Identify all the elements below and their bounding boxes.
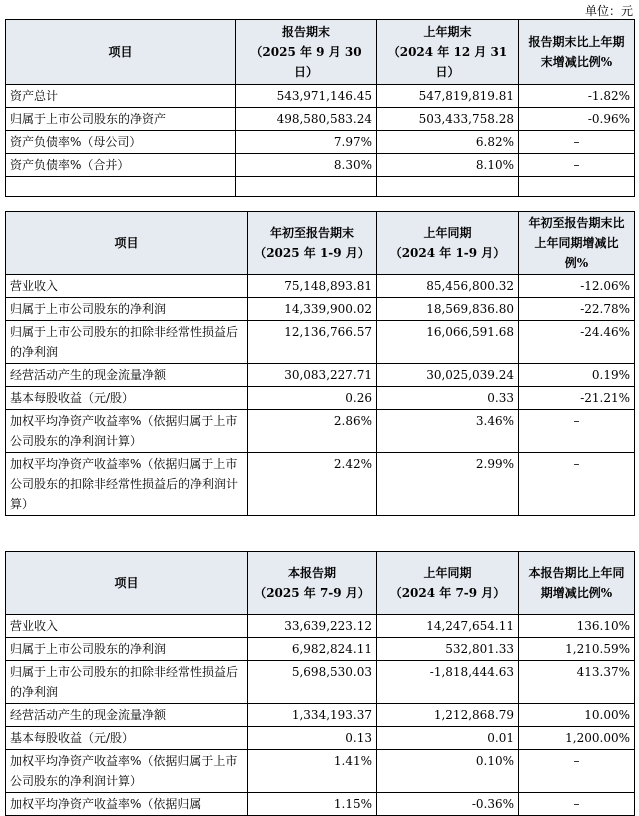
table-row (6, 793, 635, 816)
cell-value: -0.36% (377, 793, 519, 816)
cell-change: -12.06% (519, 275, 635, 298)
table-row (6, 615, 635, 638)
cell-value: 75,148,893.81 (248, 275, 377, 298)
row-label: 经营活动产生的现金流量净额 (6, 704, 248, 727)
table-row (6, 154, 635, 177)
cell-value: 30,025,039.24 (377, 364, 519, 387)
cell-change: 136.10% (519, 615, 635, 638)
row-label: 基本每股收益（元/股） (6, 387, 248, 410)
cell-value: 2.86% (248, 410, 377, 453)
row-label: 加权平均净资产收益率%（依据归属 (6, 793, 248, 816)
cell-change: -22.78% (519, 298, 635, 321)
row-label: 归属于上市公司股东的扣除非经常性损益后的净利润 (6, 661, 248, 704)
row-label: 营业收入 (6, 275, 248, 298)
table-row (6, 364, 635, 387)
table-row (6, 387, 635, 410)
cell-value: 2.99% (377, 453, 519, 516)
table-row (6, 453, 635, 516)
header-current-period: 本报告期 （2025 年 7-9 月） (248, 552, 377, 615)
cell-value: 0.13 (248, 727, 377, 750)
cell-value: 14,339,900.02 (248, 298, 377, 321)
header-change: 年初至报告期末比上年同期增减比例% (519, 212, 635, 275)
cell-value: 1.41% (248, 750, 377, 793)
table-row (6, 750, 635, 793)
row-label: 归属于上市公司股东的净资产 (6, 108, 236, 131)
cell-value: 6,982,824.11 (248, 638, 377, 661)
cell-value: 7.97% (236, 131, 377, 154)
table-row (6, 108, 635, 131)
header-change: 报告期末比上年期末增减比例% (519, 20, 635, 85)
cell-value: 6.82% (377, 131, 519, 154)
cell-change: – (519, 131, 635, 154)
cell-change: -21.21% (519, 387, 635, 410)
table-row (6, 727, 635, 750)
cell-value: 547,819,819.81 (377, 85, 519, 108)
header-change: 本报告期比上年同期增减比例% (519, 552, 635, 615)
cell-value: 12,136,766.57 (248, 321, 377, 364)
cell-value: 16,066,591.68 (377, 321, 519, 364)
cell-change: 1,210.59% (519, 638, 635, 661)
cell-change: 10.00% (519, 704, 635, 727)
header-ytd: 年初至报告期末 （2025 年 1-9 月） (248, 212, 377, 275)
table-ytd (5, 211, 635, 516)
row-label: 加权平均净资产收益率%（依据归属于上市公司股东的净利润计算） (6, 410, 248, 453)
cell-change: – (519, 453, 635, 516)
cell-value: 14,247,654.11 (377, 615, 519, 638)
row-label: 归属于上市公司股东的净利润 (6, 298, 248, 321)
table-quarter (5, 551, 635, 816)
cell-change: – (519, 410, 635, 453)
row-label: 加权平均净资产收益率%（依据归属于上市公司股东的扣除非经常性损益后的净利润计算） (6, 453, 248, 516)
cell-change: 413.37% (519, 661, 635, 704)
header-item: 项目 (6, 212, 248, 275)
table-balance (5, 19, 635, 197)
cell-change: – (519, 793, 635, 816)
header-prior-year-end: 上年期末 （2024 年 12 月 31 日） (377, 20, 519, 85)
cell-value: 0.10% (377, 750, 519, 793)
header-item: 项目 (6, 20, 236, 85)
row-label: 加权平均净资产收益率%（依据归属于上市公司股东的净利润计算） (6, 750, 248, 793)
cell-value: 532,801.33 (377, 638, 519, 661)
cell-value: 5,698,530.03 (248, 661, 377, 704)
cell-change: – (519, 154, 635, 177)
cell-value: 0.26 (248, 387, 377, 410)
row-label: 归属于上市公司股东的扣除非经常性损益后的净利润 (6, 321, 248, 364)
cell-value: 30,083,227.71 (248, 364, 377, 387)
cell-value: 8.30% (236, 154, 377, 177)
row-label: 归属于上市公司股东的净利润 (6, 638, 248, 661)
cell-value: 1,212,868.79 (377, 704, 519, 727)
cell-value: 18,569,836.80 (377, 298, 519, 321)
cell-value: 0.33 (377, 387, 519, 410)
cell-value: 503,433,758.28 (377, 108, 519, 131)
header-prior-period: 上年同期 （2024 年 7-9 月） (377, 552, 519, 615)
table-row (6, 638, 635, 661)
cell-value: 1,334,193.37 (248, 704, 377, 727)
cell-value: 2.42% (248, 453, 377, 516)
header-period-end: 报告期末 （2025 年 9 月 30 日） (236, 20, 377, 85)
cell-change: 1,200.00% (519, 727, 635, 750)
row-label: 经营活动产生的现金流量净额 (6, 364, 248, 387)
table-row (6, 704, 635, 727)
cell-value: 8.10% (377, 154, 519, 177)
row-label: 基本每股收益（元/股） (6, 727, 248, 750)
table-row (6, 410, 635, 453)
row-label: 资产负债率%（母公司） (6, 131, 236, 154)
cell-value: 498,580,583.24 (236, 108, 377, 131)
cell-change: 0.19% (519, 364, 635, 387)
cell-value: 3.46% (377, 410, 519, 453)
cell-change: -1.82% (519, 85, 635, 108)
header-prior-period: 上年同期 （2024 年 1-9 月） (377, 212, 519, 275)
header-item: 项目 (6, 552, 248, 615)
cell-change: -0.96% (519, 108, 635, 131)
table-row (6, 275, 635, 298)
row-label: 资产总计 (6, 85, 236, 108)
unit-label: 单位：元 (584, 4, 633, 18)
table-row (6, 298, 635, 321)
cell-value: 85,456,800.32 (377, 275, 519, 298)
cell-value: 0.01 (377, 727, 519, 750)
cell-value: 33,639,223.12 (248, 615, 377, 638)
cell-value: -1,818,444.63 (377, 661, 519, 704)
cell-change: -24.46% (519, 321, 635, 364)
table-row (6, 321, 635, 364)
cell-value: 1.15% (248, 793, 377, 816)
row-label: 营业收入 (6, 615, 248, 638)
table-row (6, 85, 635, 108)
table-row (6, 661, 635, 704)
cell-change: – (519, 750, 635, 793)
row-label: 资产负债率%（合并） (6, 154, 236, 177)
table-row-empty (6, 177, 635, 197)
cell-value: 543,971,146.45 (236, 85, 377, 108)
table-row (6, 131, 635, 154)
